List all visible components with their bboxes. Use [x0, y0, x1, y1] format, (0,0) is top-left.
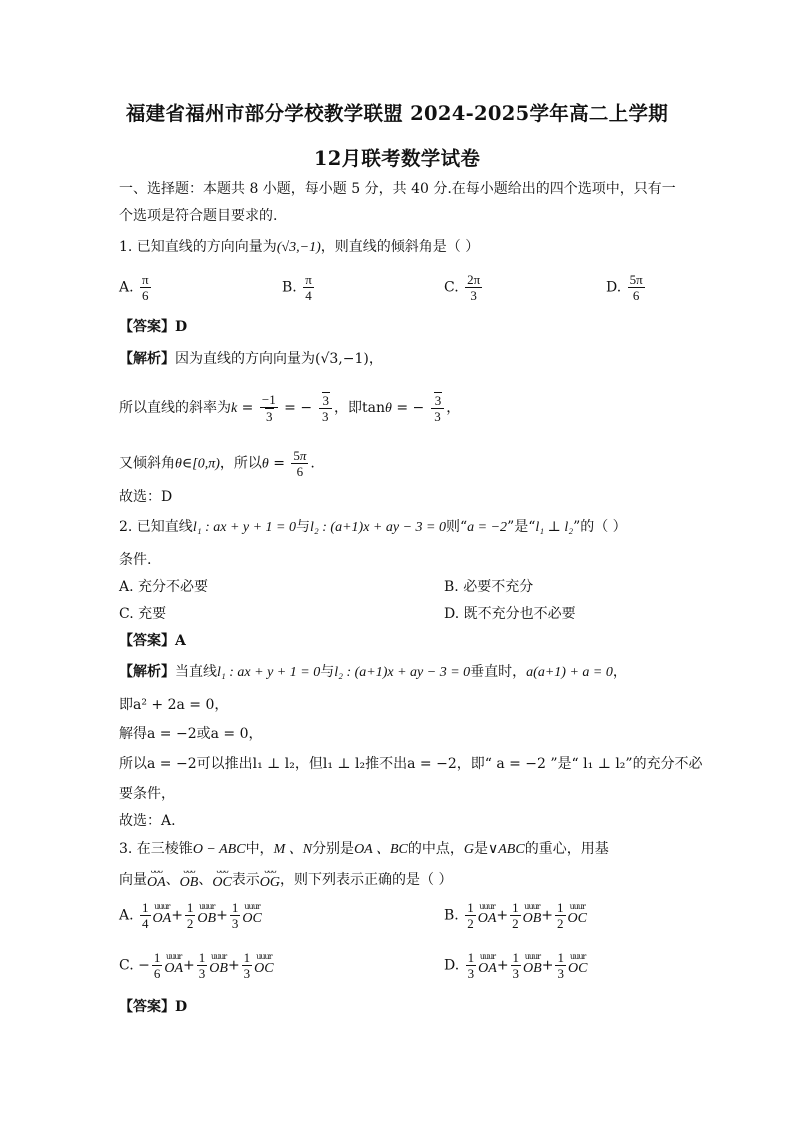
q3-coefficient: $\frac{1}{2}$ — [512, 900, 519, 931]
q3-vector: uuur OA — [477, 901, 497, 926]
section-heading-line1: 一、选择题：本题共 8 小题，每小题 5 分，共 40 分.在每小题给出的四个选项中，只有一 — [119, 181, 676, 197]
q1-option-a: A. $\frac{\pi}{6}$ — [119, 272, 149, 303]
q1-option-b: B. $\frac{\pi}{4}$ — [282, 272, 312, 303]
q3-stem: 3. 在三棱锥O − ABC中，M 、N分别是OA 、BC的中点，G是∨ABC的重心，用基 — [119, 841, 609, 857]
q3-coefficient: $\frac{1}{3}$ — [557, 950, 564, 981]
q1-analysis-1: 【解析】因为直线的方向向量为(√3,−1)， — [119, 351, 383, 367]
q3-coefficient: $\frac{1}{3}$ — [198, 950, 206, 981]
q3-coefficient: $\frac{1}{3}$ — [467, 950, 475, 981]
q3-vector: uuur OB — [522, 901, 542, 926]
q1-stem — [119, 238, 479, 257]
q3-coefficient: $\frac{1}{2}$ — [186, 900, 194, 931]
q2-option-d: D. 既不充分也不必要 — [444, 606, 576, 622]
q2-analysis-5: 要条件， — [119, 786, 175, 802]
q3-vector: uuur OB — [523, 951, 542, 976]
q3-vector: uuur OC — [242, 901, 262, 926]
q1-analysis-2: 所以直线的斜率为k = $\frac{-1}{3}$ = − $\frac{3}{3}$ ，即tanθ = − $\frac{3}{3}$ ， — [119, 392, 461, 424]
q2-stem: 2. 已知直线l₁ : ax + y + 1 = 0与l₂ : (a+1)x + ay − 3 = 0则“a = −2”是“l₁ ⊥ l₂”的（ ） — [119, 519, 627, 535]
q3-coefficient: $\frac{1}{2}$ — [467, 900, 474, 931]
q2-analysis-2: 即a² + 2a = 0， — [119, 697, 229, 713]
q3-stem-2: 向量 ᴗᴗᴗ OA 、 ᴗᴗᴗ OB 、 ᴗᴗᴗ OC 表示 ᴗᴗᴗ OG ，则下列表示正确的是（ ） — [119, 866, 453, 890]
section-heading-line2: 个选项是符合题目要求的. — [119, 208, 278, 224]
q1-option-c: C. $\frac{2\pi}{3}$ — [444, 272, 481, 303]
q3-vector: uuur OA — [152, 901, 172, 926]
q2-analysis-3: 解得a = −2或a = 0， — [119, 726, 263, 742]
q1-stem-question: ，则直线的倾斜角是（ ） — [320, 239, 480, 255]
q3-vector: uuur OC — [254, 951, 274, 976]
q3-coefficient: $\frac{1}{3}$ — [243, 950, 251, 981]
q3-option-b: B. $\frac{1}{2}$ uuur OA + $\frac{1}{2}$ uuur OB + $\frac{1}{2}$ uuur OC — [444, 900, 587, 931]
q2-analysis-1: 【解析】当直线l₁ : ax + y + 1 = 0与l₂ : (a+1)x + ay − 3 = 0垂直时，a(a+1) + a = 0， — [119, 664, 627, 680]
q3-option-d: D. $\frac{1}{3}$ uuur OA + $\frac{1}{3}$ uuur OB + $\frac{1}{3}$ uuur OC — [444, 950, 588, 981]
q1-answer: 【答案】D — [119, 319, 188, 335]
q3-coefficient: $\frac{1}{6}$ — [153, 950, 161, 981]
q3-coefficient: $\frac{1}{3}$ — [512, 950, 520, 981]
q3-coefficient: $\frac{1}{3}$ — [231, 900, 239, 931]
q3-vector: uuur OA — [164, 951, 184, 976]
q2-option-c: C. 充要 — [119, 606, 167, 622]
q3-vector: uuur OB — [209, 951, 228, 976]
q3-coefficient: $\frac{1}{4}$ — [142, 900, 149, 931]
q1-stem-text: 1. 已知直线的方向向量为 — [119, 239, 277, 255]
q2-option-a: A. 充分不必要 — [119, 579, 209, 595]
q3-vector: uuur OC — [567, 901, 587, 926]
q2-analysis-4: 所以a = −2可以推出l₁ ⊥ l₂，但l₁ ⊥ l₂推不出a = −2，即“ a = −2 ”是“ l₁ ⊥ l₂”的充分不必 — [119, 756, 703, 772]
q3-option-letter: B. — [444, 907, 464, 924]
q2-choose: 故选：A. — [119, 813, 176, 829]
q1-analysis-3: 又倾斜角θ∈[0,π)，所以θ = $\frac{5\pi}{6}$ . — [119, 448, 315, 479]
q3-option-letter: D. — [444, 957, 464, 974]
q3-vector: uuur OB — [197, 901, 217, 926]
q3-option-letter: C. — [119, 957, 139, 974]
q1-direction-vector: (√3,−1) — [276, 240, 321, 255]
q3-option-a: A. $\frac{1}{4}$ uuur OA + $\frac{1}{2}$ uuur OB + $\frac{1}{3}$ uuur OC — [119, 900, 262, 931]
q3-vector: uuur OC — [567, 951, 588, 976]
q2-option-b: B. 必要不充分 — [444, 579, 534, 595]
exam-title-line1: 福建省福州市部分学校教学联盟 2024-2025学年高二上学期 — [125, 102, 669, 125]
q3-vector: uuur OA — [478, 951, 497, 976]
q2-stem-tail: 条件. — [119, 552, 152, 568]
q3-answer: 【答案】D — [119, 999, 188, 1015]
q3-coefficient: $\frac{1}{2}$ — [557, 900, 564, 931]
q1-option-d: D. $\frac{5\pi}{6}$ — [606, 272, 643, 303]
q3-option-c: C. − $\frac{1}{6}$ uuur OA + $\frac{1}{3}$ uuur OB + $\frac{1}{3}$ uuur OC — [119, 950, 274, 981]
q3-option-letter: A. — [119, 907, 139, 924]
q2-answer: 【答案】A — [119, 633, 186, 649]
exam-title-line2: 12月联考数学试卷 — [313, 147, 481, 170]
q1-choose: 故选：D — [119, 489, 173, 505]
